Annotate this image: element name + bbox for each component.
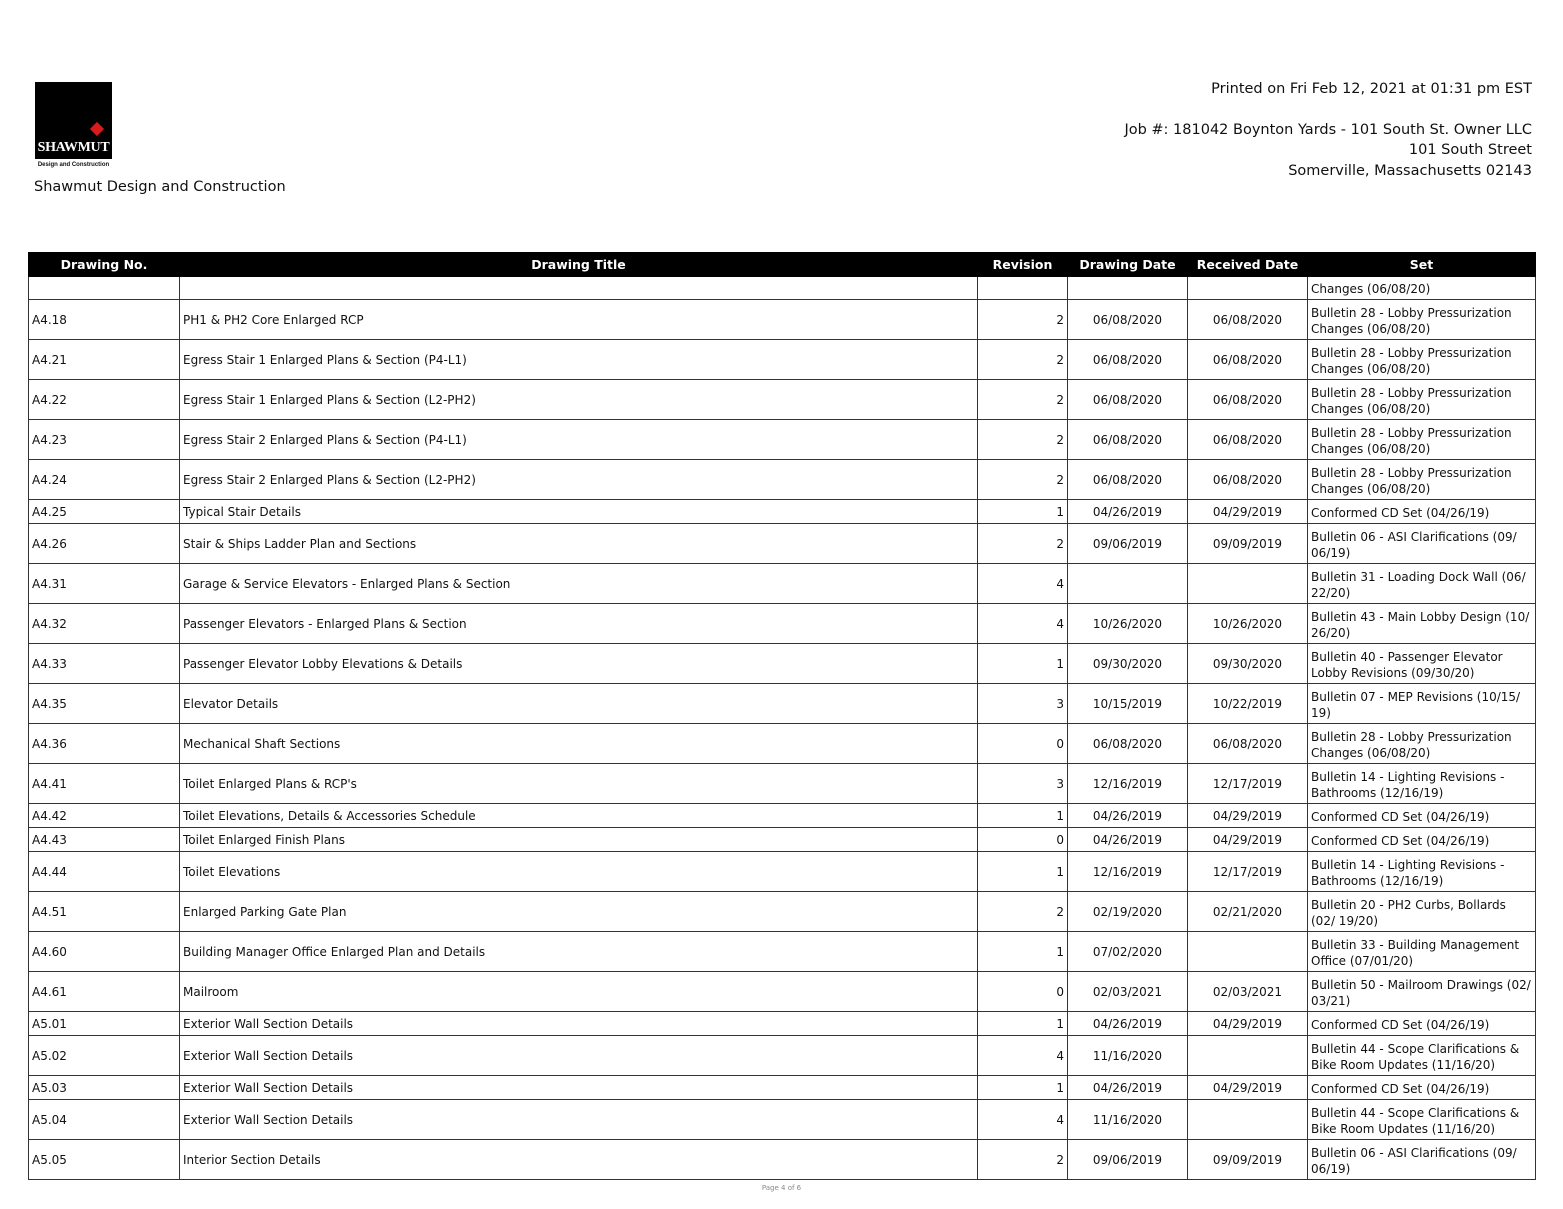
- table-row: [29, 724, 1536, 764]
- row-drawing-date: 09/06/2019: [1068, 1140, 1188, 1180]
- row-revision: 2: [978, 892, 1068, 932]
- row-drawing-no: A4.60: [29, 932, 180, 972]
- row-received-date: 09/30/2020: [1188, 644, 1308, 684]
- row-drawing-no: A4.24: [29, 460, 180, 500]
- row-drawing-no: A4.22: [29, 380, 180, 420]
- table-row: [29, 420, 1536, 460]
- column-header-drawing-date: Drawing Date: [1068, 253, 1188, 277]
- row-drawing-no: A5.03: [29, 1076, 180, 1100]
- table-row: [29, 764, 1536, 804]
- row-revision: 0: [978, 972, 1068, 1012]
- row-received-date: 02/21/2020: [1188, 892, 1308, 932]
- row-set: Bulletin 44 - Scope Clarifications & Bike Room Updates (11/16/20): [1308, 1036, 1536, 1076]
- row-received-date: [1188, 277, 1308, 300]
- row-drawing-no: A4.61: [29, 972, 180, 1012]
- row-received-date: 04/29/2019: [1188, 828, 1308, 852]
- row-set: Bulletin 50 - Mailroom Drawings (02/ 03/21): [1308, 972, 1536, 1012]
- drawing-log-table: [28, 252, 1536, 1180]
- table-header-row: [29, 253, 1536, 277]
- row-received-date: 12/17/2019: [1188, 764, 1308, 804]
- row-drawing-date: 09/30/2020: [1068, 644, 1188, 684]
- company-name: Shawmut Design and Construction: [34, 179, 286, 195]
- table-row: [29, 1012, 1536, 1036]
- company-logo: [35, 82, 112, 169]
- row-drawing-title: Toilet Enlarged Plans & RCP's: [180, 764, 978, 804]
- row-drawing-title: Toilet Elevations, Details & Accessories Schedule: [180, 804, 978, 828]
- address-city: Somerville, Massachusetts 02143: [1288, 162, 1532, 179]
- row-drawing-no: A4.51: [29, 892, 180, 932]
- row-set: Changes (06/08/20): [1308, 277, 1536, 300]
- row-revision: 3: [978, 684, 1068, 724]
- row-drawing-no: A4.33: [29, 644, 180, 684]
- report-header: [1124, 79, 1532, 181]
- row-received-date: 04/29/2019: [1188, 1076, 1308, 1100]
- row-revision: 1: [978, 644, 1068, 684]
- row-received-date: 04/29/2019: [1188, 500, 1308, 524]
- table-row: [29, 460, 1536, 500]
- row-revision: 4: [978, 1036, 1068, 1076]
- row-drawing-title: PH1 & PH2 Core Enlarged RCP: [180, 300, 978, 340]
- row-received-date: [1188, 1100, 1308, 1140]
- row-drawing-date: 10/26/2020: [1068, 604, 1188, 644]
- row-received-date: 06/08/2020: [1188, 460, 1308, 500]
- row-set: Bulletin 07 - MEP Revisions (10/15/ 19): [1308, 684, 1536, 724]
- table-row: [29, 684, 1536, 724]
- row-drawing-title: Egress Stair 2 Enlarged Plans & Section (L2-PH2): [180, 460, 978, 500]
- row-set: Bulletin 14 - Lighting Revisions - Bathrooms (12/16/19): [1308, 852, 1536, 892]
- row-drawing-no: A5.04: [29, 1100, 180, 1140]
- table-row: [29, 380, 1536, 420]
- row-drawing-date: 06/08/2020: [1068, 460, 1188, 500]
- row-revision: 2: [978, 460, 1068, 500]
- row-drawing-title: Passenger Elevator Lobby Elevations & Details: [180, 644, 978, 684]
- row-received-date: 02/03/2021: [1188, 972, 1308, 1012]
- table-row: [29, 644, 1536, 684]
- row-revision: 1: [978, 804, 1068, 828]
- row-drawing-date: 11/16/2020: [1068, 1036, 1188, 1076]
- row-drawing-title: Elevator Details: [180, 684, 978, 724]
- row-drawing-title: Enlarged Parking Gate Plan: [180, 892, 978, 932]
- row-received-date: 06/08/2020: [1188, 724, 1308, 764]
- row-revision: 1: [978, 852, 1068, 892]
- row-set: Bulletin 28 - Lobby Pressurization Changes (06/08/20): [1308, 380, 1536, 420]
- table-body: [29, 277, 1536, 1180]
- row-received-date: 10/26/2020: [1188, 604, 1308, 644]
- row-drawing-date: 11/16/2020: [1068, 1100, 1188, 1140]
- row-received-date: 06/08/2020: [1188, 340, 1308, 380]
- row-drawing-title: Mailroom: [180, 972, 978, 1012]
- row-set: Bulletin 28 - Lobby Pressurization Changes (06/08/20): [1308, 460, 1536, 500]
- row-drawing-title: Exterior Wall Section Details: [180, 1036, 978, 1076]
- row-drawing-title: Garage & Service Elevators - Enlarged Plans & Section: [180, 564, 978, 604]
- row-set: Conformed CD Set (04/26/19): [1308, 828, 1536, 852]
- row-drawing-no: [29, 277, 180, 300]
- row-received-date: 10/22/2019: [1188, 684, 1308, 724]
- row-set: Conformed CD Set (04/26/19): [1308, 804, 1536, 828]
- row-drawing-title: Stair & Ships Ladder Plan and Sections: [180, 524, 978, 564]
- row-drawing-title: Exterior Wall Section Details: [180, 1076, 978, 1100]
- logo-wordmark: SHAWMUT: [37, 140, 110, 155]
- table-row: [29, 604, 1536, 644]
- row-set: Bulletin 06 - ASI Clarifications (09/ 06/19): [1308, 1140, 1536, 1180]
- row-drawing-date: 02/03/2021: [1068, 972, 1188, 1012]
- row-drawing-title: Exterior Wall Section Details: [180, 1012, 978, 1036]
- row-revision: 1: [978, 1076, 1068, 1100]
- row-revision: 4: [978, 604, 1068, 644]
- row-set: Bulletin 28 - Lobby Pressurization Changes (06/08/20): [1308, 340, 1536, 380]
- table-row: [29, 524, 1536, 564]
- table-row: [29, 1100, 1536, 1140]
- table-row: [29, 972, 1536, 1012]
- row-drawing-date: 06/08/2020: [1068, 300, 1188, 340]
- row-revision: 2: [978, 380, 1068, 420]
- row-drawing-date: 06/08/2020: [1068, 724, 1188, 764]
- row-drawing-title: Egress Stair 2 Enlarged Plans & Section (P4-L1): [180, 420, 978, 460]
- row-received-date: [1188, 1036, 1308, 1076]
- row-revision: 1: [978, 500, 1068, 524]
- table-row: [29, 804, 1536, 828]
- row-set: Bulletin 06 - ASI Clarifications (09/ 06/19): [1308, 524, 1536, 564]
- row-drawing-date: 10/15/2019: [1068, 684, 1188, 724]
- row-drawing-title: Mechanical Shaft Sections: [180, 724, 978, 764]
- row-drawing-no: A5.05: [29, 1140, 180, 1180]
- table-row: [29, 500, 1536, 524]
- row-drawing-title: Egress Stair 1 Enlarged Plans & Section (L2-PH2): [180, 380, 978, 420]
- row-revision: 1: [978, 1012, 1068, 1036]
- row-drawing-no: A4.43: [29, 828, 180, 852]
- row-received-date: [1188, 932, 1308, 972]
- row-drawing-date: 09/06/2019: [1068, 524, 1188, 564]
- row-drawing-title: Exterior Wall Section Details: [180, 1100, 978, 1140]
- table-row: [29, 564, 1536, 604]
- row-drawing-no: A5.01: [29, 1012, 180, 1036]
- row-drawing-date: [1068, 564, 1188, 604]
- row-drawing-no: A4.25: [29, 500, 180, 524]
- row-set: Bulletin 40 - Passenger Elevator Lobby Revisions (09/30/20): [1308, 644, 1536, 684]
- row-received-date: 04/29/2019: [1188, 804, 1308, 828]
- row-drawing-date: 02/19/2020: [1068, 892, 1188, 932]
- table-row: [29, 1076, 1536, 1100]
- row-drawing-title: Passenger Elevators - Enlarged Plans & Section: [180, 604, 978, 644]
- row-drawing-date: 04/26/2019: [1068, 1076, 1188, 1100]
- row-drawing-title: Interior Section Details: [180, 1140, 978, 1180]
- row-drawing-no: A4.18: [29, 300, 180, 340]
- printed-on: Printed on Fri Feb 12, 2021 at 01:31 pm EST: [1211, 81, 1532, 97]
- job-line: Job #: 181042 Boynton Yards - 101 South St. Owner LLC: [1124, 121, 1532, 138]
- row-drawing-date: [1068, 277, 1188, 300]
- row-drawing-title: Building Manager Office Enlarged Plan and Details: [180, 932, 978, 972]
- row-drawing-no: A4.42: [29, 804, 180, 828]
- row-drawing-no: A4.41: [29, 764, 180, 804]
- row-drawing-no: A4.31: [29, 564, 180, 604]
- row-drawing-date: 06/08/2020: [1068, 420, 1188, 460]
- table-row: [29, 300, 1536, 340]
- row-drawing-title: [180, 277, 978, 300]
- table-row: [29, 277, 1536, 300]
- row-drawing-title: Typical Stair Details: [180, 500, 978, 524]
- row-drawing-title: Egress Stair 1 Enlarged Plans & Section (P4-L1): [180, 340, 978, 380]
- row-drawing-no: A4.23: [29, 420, 180, 460]
- logo-tagline: Design and Construction: [37, 162, 110, 168]
- row-drawing-date: 07/02/2020: [1068, 932, 1188, 972]
- column-header-drawing-no: Drawing No.: [29, 253, 180, 277]
- row-set: Bulletin 33 - Building Management Office (07/01/20): [1308, 932, 1536, 972]
- row-revision: 4: [978, 564, 1068, 604]
- row-drawing-date: 06/08/2020: [1068, 380, 1188, 420]
- column-header-received-date: Received Date: [1188, 253, 1308, 277]
- row-drawing-title: Toilet Enlarged Finish Plans: [180, 828, 978, 852]
- row-revision: 2: [978, 300, 1068, 340]
- row-set: Bulletin 28 - Lobby Pressurization Changes (06/08/20): [1308, 420, 1536, 460]
- page-footer: Page 4 of 6: [761, 1184, 802, 1192]
- row-revision: 2: [978, 340, 1068, 380]
- row-received-date: 06/08/2020: [1188, 420, 1308, 460]
- table-row: [29, 932, 1536, 972]
- row-received-date: 06/08/2020: [1188, 380, 1308, 420]
- row-set: Bulletin 28 - Lobby Pressurization Changes (06/08/20): [1308, 724, 1536, 764]
- row-set: Bulletin 31 - Loading Dock Wall (06/ 22/20): [1308, 564, 1536, 604]
- row-revision: 0: [978, 828, 1068, 852]
- row-drawing-no: A4.35: [29, 684, 180, 724]
- column-header-drawing-title: Drawing Title: [180, 253, 978, 277]
- row-received-date: 09/09/2019: [1188, 524, 1308, 564]
- row-set: Bulletin 43 - Main Lobby Design (10/ 26/20): [1308, 604, 1536, 644]
- row-drawing-no: A4.32: [29, 604, 180, 644]
- row-received-date: 09/09/2019: [1188, 1140, 1308, 1180]
- row-set: Bulletin 28 - Lobby Pressurization Changes (06/08/20): [1308, 300, 1536, 340]
- row-drawing-title: Toilet Elevations: [180, 852, 978, 892]
- row-revision: 0: [978, 724, 1068, 764]
- row-drawing-date: 04/26/2019: [1068, 828, 1188, 852]
- row-set: Bulletin 14 - Lighting Revisions - Bathrooms (12/16/19): [1308, 764, 1536, 804]
- row-revision: 4: [978, 1100, 1068, 1140]
- row-revision: 2: [978, 420, 1068, 460]
- row-revision: 2: [978, 524, 1068, 564]
- column-header-set: Set: [1308, 253, 1536, 277]
- row-set: Bulletin 44 - Scope Clarifications & Bike Room Updates (11/16/20): [1308, 1100, 1536, 1140]
- table-row: [29, 1036, 1536, 1076]
- address-street: 101 South Street: [1408, 142, 1532, 158]
- row-drawing-date: 12/16/2019: [1068, 764, 1188, 804]
- row-drawing-no: A4.44: [29, 852, 180, 892]
- row-drawing-date: 04/26/2019: [1068, 1012, 1188, 1036]
- table-row: [29, 828, 1536, 852]
- table-row: [29, 340, 1536, 380]
- row-drawing-no: A4.21: [29, 340, 180, 380]
- row-drawing-no: A5.02: [29, 1036, 180, 1076]
- row-revision: 1: [978, 932, 1068, 972]
- table-row: [29, 892, 1536, 932]
- row-revision: [978, 277, 1068, 300]
- column-header-revision: Revision: [978, 253, 1068, 277]
- row-drawing-date: 04/26/2019: [1068, 804, 1188, 828]
- row-received-date: 06/08/2020: [1188, 300, 1308, 340]
- row-set: Bulletin 20 - PH2 Curbs, Bollards (02/ 19/20): [1308, 892, 1536, 932]
- row-received-date: [1188, 564, 1308, 604]
- row-drawing-no: A4.26: [29, 524, 180, 564]
- row-revision: 2: [978, 1140, 1068, 1180]
- row-drawing-date: 04/26/2019: [1068, 500, 1188, 524]
- row-set: Conformed CD Set (04/26/19): [1308, 1012, 1536, 1036]
- row-drawing-no: A4.36: [29, 724, 180, 764]
- row-set: Conformed CD Set (04/26/19): [1308, 1076, 1536, 1100]
- table-row: [29, 852, 1536, 892]
- row-drawing-date: 12/16/2019: [1068, 852, 1188, 892]
- table-row: [29, 1140, 1536, 1180]
- row-received-date: 04/29/2019: [1188, 1012, 1308, 1036]
- row-received-date: 12/17/2019: [1188, 852, 1308, 892]
- row-set: Conformed CD Set (04/26/19): [1308, 500, 1536, 524]
- row-revision: 3: [978, 764, 1068, 804]
- row-drawing-date: 06/08/2020: [1068, 340, 1188, 380]
